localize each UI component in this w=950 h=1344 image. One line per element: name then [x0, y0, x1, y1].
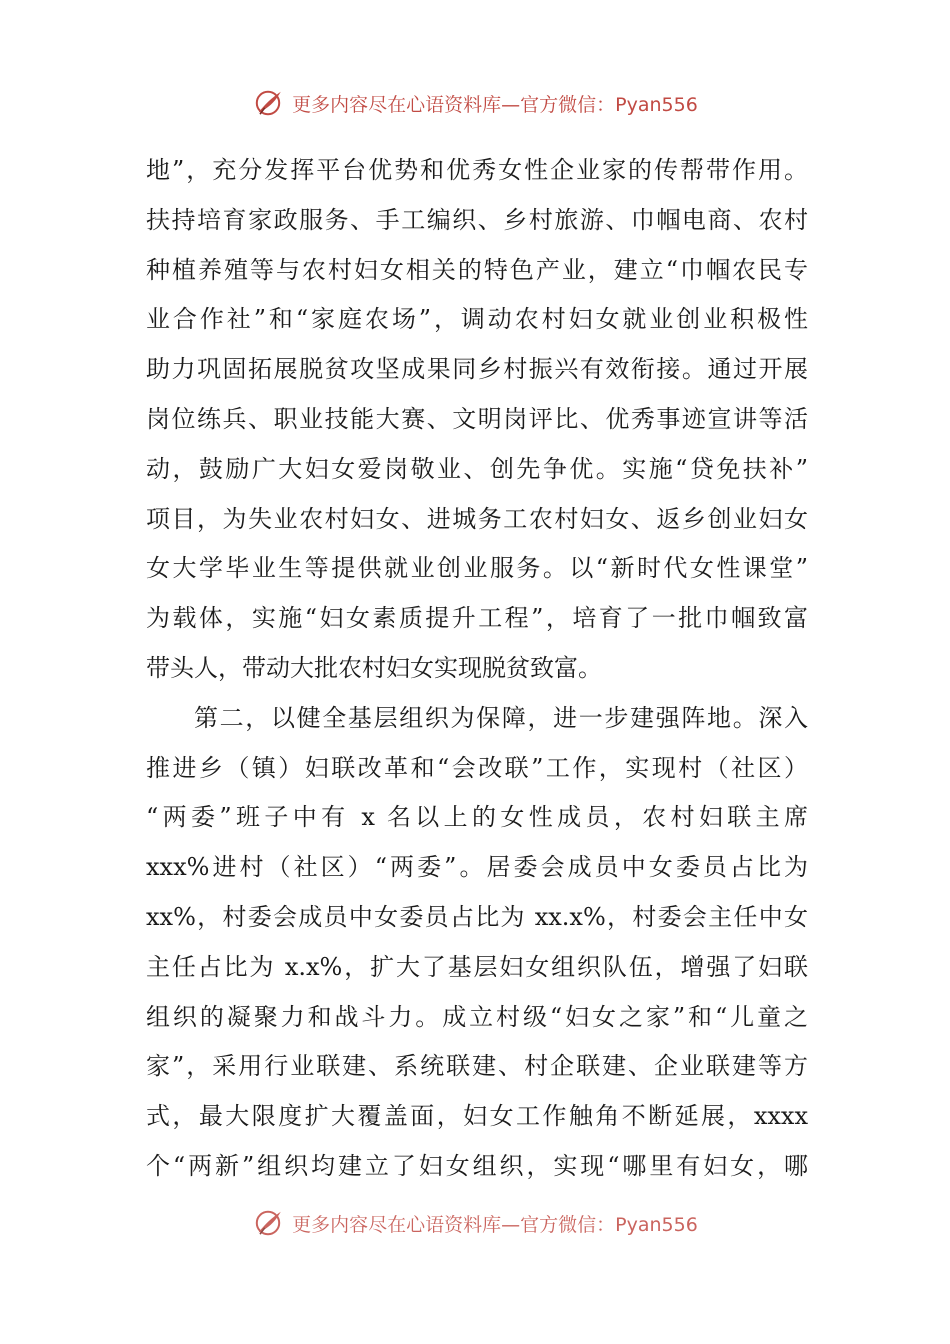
text-line: 助力巩固拓展脱贫攻坚成果同乡村振兴有效衔接。通过开展 — [146, 355, 808, 384]
text-line: 家”，采用行业联建、系统联建、村企联建、企业联建等方 — [146, 1052, 808, 1081]
text-line: 带头人，带动大批农村妇女实现脱贫致富。 — [146, 653, 602, 682]
text-line: xxx%进村（社区）“两委”。居委会成员中女委员占比为 — [146, 853, 808, 882]
text-line: 式，最大限度扩大覆盖面，妇女工作触角不断延展，xxxx — [146, 1102, 808, 1131]
text-line: 业合作社”和“家庭农场”，调动农村妇女就业创业积极性 — [146, 305, 808, 334]
quill-pen-logo-icon — [252, 87, 284, 119]
paragraph-start-line: 第二，以健全基层组织为保障，进一步建强阵地。深入 — [194, 703, 808, 732]
footer-watermark — [0, 1206, 950, 1240]
text-line: 女大学毕业生等提供就业创业服务。以“新时代女性课堂” — [146, 554, 808, 583]
text-line: 个“两新”组织均建立了妇女组织，实现“哪里有妇女，哪 — [146, 1151, 808, 1180]
text-line: 组织的凝聚力和战斗力。成立村级“妇女之家”和“儿童之 — [146, 1002, 808, 1031]
watermark-text: 更多内容尽在心语资料库—官方微信：Pyan556 — [292, 93, 698, 116]
watermark-text: 更多内容尽在心语资料库—官方微信：Pyan556 — [292, 1213, 698, 1236]
text-line: 岗位练兵、职业技能大赛、文明岗评比、优秀事迹宣讲等活 — [146, 404, 808, 433]
header-watermark — [0, 86, 950, 120]
quill-pen-logo-icon — [252, 1207, 284, 1239]
text-line: 地”，充分发挥平台优势和优秀女性企业家的传帮带作用。 — [146, 156, 808, 184]
text-line: 项目，为失业农村妇女、进城务工农村妇女、返乡创业妇女 — [146, 504, 808, 533]
document-body — [146, 146, 808, 1192]
text-line: 主任占比为 x.x%，扩大了基层妇女组织队伍，增强了妇联 — [146, 952, 808, 981]
text-line: 扶持培育家政服务、手工编织、乡村旅游、巾帼电商、农村 — [146, 205, 808, 234]
text-line: 种植养殖等与农村妇女相关的特色产业，建立“巾帼农民专 — [146, 255, 808, 284]
text-line: xx%，村委会成员中女委员占比为 xx.x%，村委会主任中女 — [146, 902, 808, 931]
text-line: 推进乡（镇）妇联改革和“会改联”工作，实现村（社区） — [146, 753, 808, 782]
text-line: 为载体，实施“妇女素质提升工程”，培育了一批巾帼致富 — [146, 604, 808, 633]
text-line: 动，鼓励广大妇女爱岗敬业、创先争优。实施“贷免扶补” — [146, 454, 808, 483]
text-line: “两委”班子中有 x 名以上的女性成员，农村妇联主席 — [146, 803, 808, 832]
